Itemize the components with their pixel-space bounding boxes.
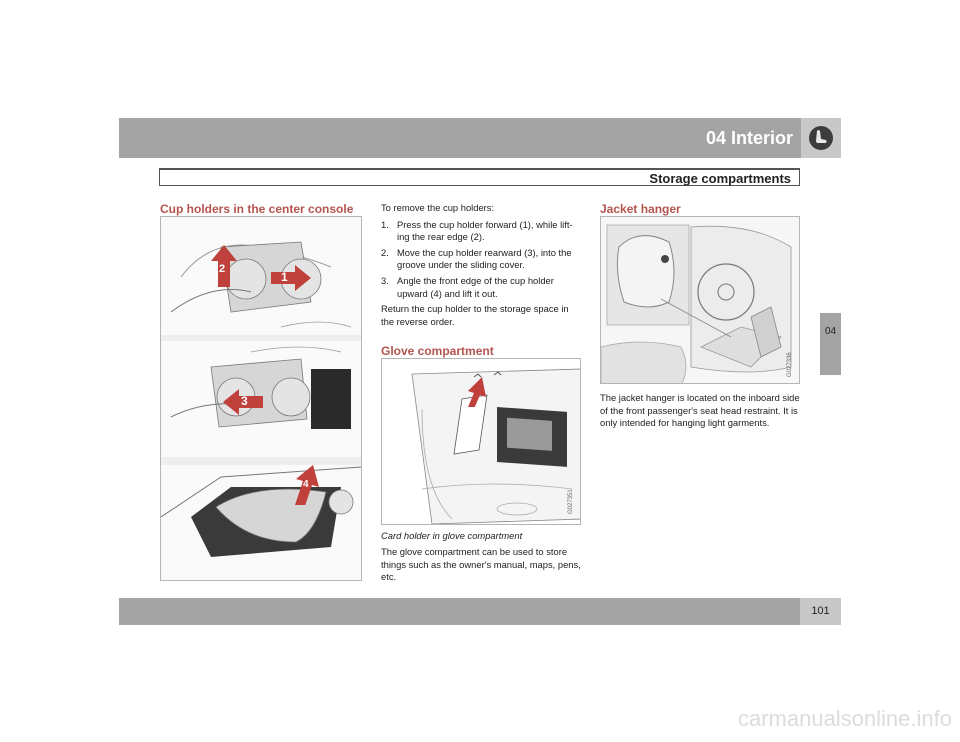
callout-3: 3 bbox=[223, 389, 263, 415]
callout-4: 4 bbox=[293, 465, 323, 505]
jacket-hanger-heading: Jacket hanger bbox=[600, 202, 681, 216]
cup-holder-figure bbox=[160, 216, 362, 581]
cup-holders-outro: Return the cup holder to the storage space in the reverse order. bbox=[381, 303, 569, 327]
page-footer bbox=[119, 598, 841, 625]
cup-holders-intro: To remove the cup holders: bbox=[381, 202, 495, 213]
page-number: 101 bbox=[811, 605, 830, 617]
chapter-header bbox=[119, 118, 841, 158]
cup-holders-heading: Cup holders in the center console bbox=[160, 202, 354, 216]
figure-code: G027351 bbox=[568, 489, 574, 514]
glove-compartment-text: The glove compartment can be used to store things such as the owner's manual, maps, pens, etc. bbox=[381, 546, 581, 583]
watermark: carmanualsonline.info bbox=[737, 706, 952, 731]
jacket-hanger-text: The jacket hanger is located on the inboard side of the front passenger's seat head restraint. It is only intended for hanging light garments. bbox=[600, 392, 800, 429]
figure-code: G027336 bbox=[787, 352, 793, 377]
step-item: 3. Angle the front edge of the cup holder upward (4) and lift it out. bbox=[381, 274, 554, 299]
side-tab-label: 04 bbox=[824, 326, 837, 337]
cup-holders-steps bbox=[381, 219, 581, 301]
chapter-side-tab bbox=[820, 313, 841, 375]
section-bar bbox=[159, 168, 800, 186]
page-number-box bbox=[800, 598, 841, 625]
chapter-title: 04 Interior bbox=[705, 128, 793, 148]
glove-compartment-figure bbox=[381, 358, 581, 525]
jacket-hanger-figure bbox=[600, 216, 800, 384]
glove-compartment-heading: Glove compartment bbox=[381, 344, 494, 358]
cup-holders-instructions bbox=[381, 202, 581, 328]
callout-1: 1 bbox=[271, 265, 311, 291]
step-item: 1. Press the cup holder forward (1), while lift-ing the rear edge (2). bbox=[381, 218, 573, 243]
seat-icon bbox=[801, 118, 841, 158]
arrow-up-icon bbox=[466, 377, 488, 407]
step-item: 2. Move the cup holder rearward (3), into the groove under the sliding cover. bbox=[381, 246, 572, 271]
glove-compartment-caption: Card holder in glove compartment bbox=[381, 530, 523, 541]
section-title: Storage compartments bbox=[649, 171, 791, 186]
callout-2: 2 bbox=[211, 245, 237, 287]
